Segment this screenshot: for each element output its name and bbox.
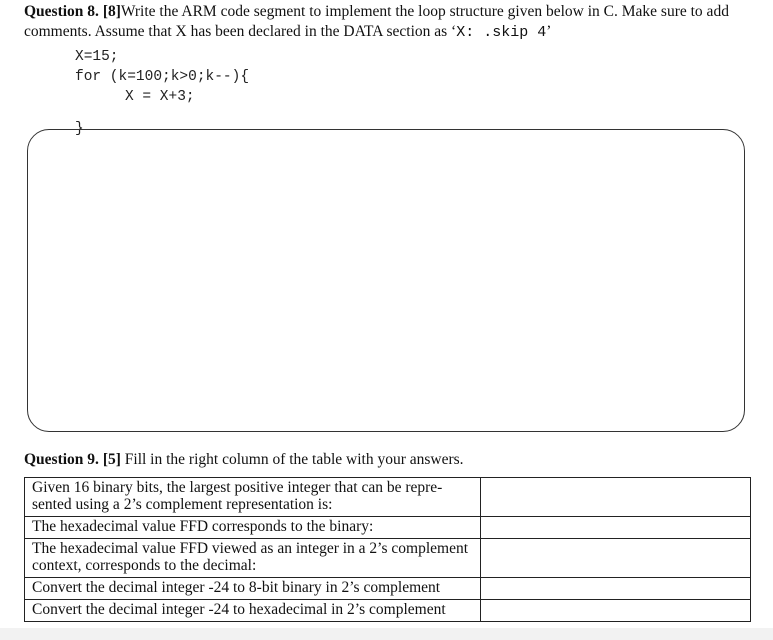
answer-cell[interactable]: [481, 478, 751, 517]
prompt-cell: Convert the decimal integer -24 to 8-bit binary in 2’s complement: [25, 578, 481, 600]
data-declaration: X: .skip 4: [456, 24, 547, 41]
answer-cell[interactable]: [481, 539, 751, 578]
table-row: [25, 539, 751, 578]
question-8-answer-box[interactable]: [27, 129, 745, 432]
question-9-table: [24, 477, 751, 622]
table-row: [25, 478, 751, 517]
question-9-text: [24, 450, 464, 470]
code-line-3: X = X+3;: [125, 89, 195, 105]
table-row: [25, 578, 751, 600]
prompt-cell: Convert the decimal integer -24 to hexadecimal in 2’s complement: [25, 600, 481, 622]
question-8-instructions: Write the ARM code segment to implement the loop structure given below in C. Make sure to add comments. Assume that X has been declared in the DATA section as ‘: [24, 3, 729, 40]
question-8-text: Question 8. [8]Write the ARM code segment to implement the loop structure given below in C. Make sure to add comments. Assume that X has been declared in the DATA section as ‘X: .skip 4’: [24, 3, 729, 41]
question-9-instructions: Fill in the right column of the table with your answers.: [120, 451, 464, 468]
answer-cell[interactable]: [481, 578, 751, 600]
code-line-1: X=15;: [75, 49, 119, 65]
page-bottom-edge: [0, 628, 773, 640]
answer-cell[interactable]: [481, 600, 751, 622]
prompt-cell: Given 16 binary bits, the largest positive integer that can be repre- sented using a 2’s complement representation is:: [25, 478, 481, 517]
c-code-block: [75, 47, 249, 139]
table-row: [25, 517, 751, 539]
table-row: [25, 600, 751, 622]
prompt-cell: The hexadecimal value FFD viewed as an integer in a 2’s complement context, corresponds to the decimal:: [25, 539, 481, 578]
prompt-cell: The hexadecimal value FFD corresponds to the binary:: [25, 517, 481, 539]
code-line-2: for (k=100;k>0;k--){: [75, 69, 250, 85]
answer-cell[interactable]: [481, 517, 751, 539]
question-8-label: Question 8. [8]: [24, 3, 121, 20]
question-9-label: Question 9. [5]: [24, 451, 121, 468]
code-line-4: }: [75, 121, 84, 137]
